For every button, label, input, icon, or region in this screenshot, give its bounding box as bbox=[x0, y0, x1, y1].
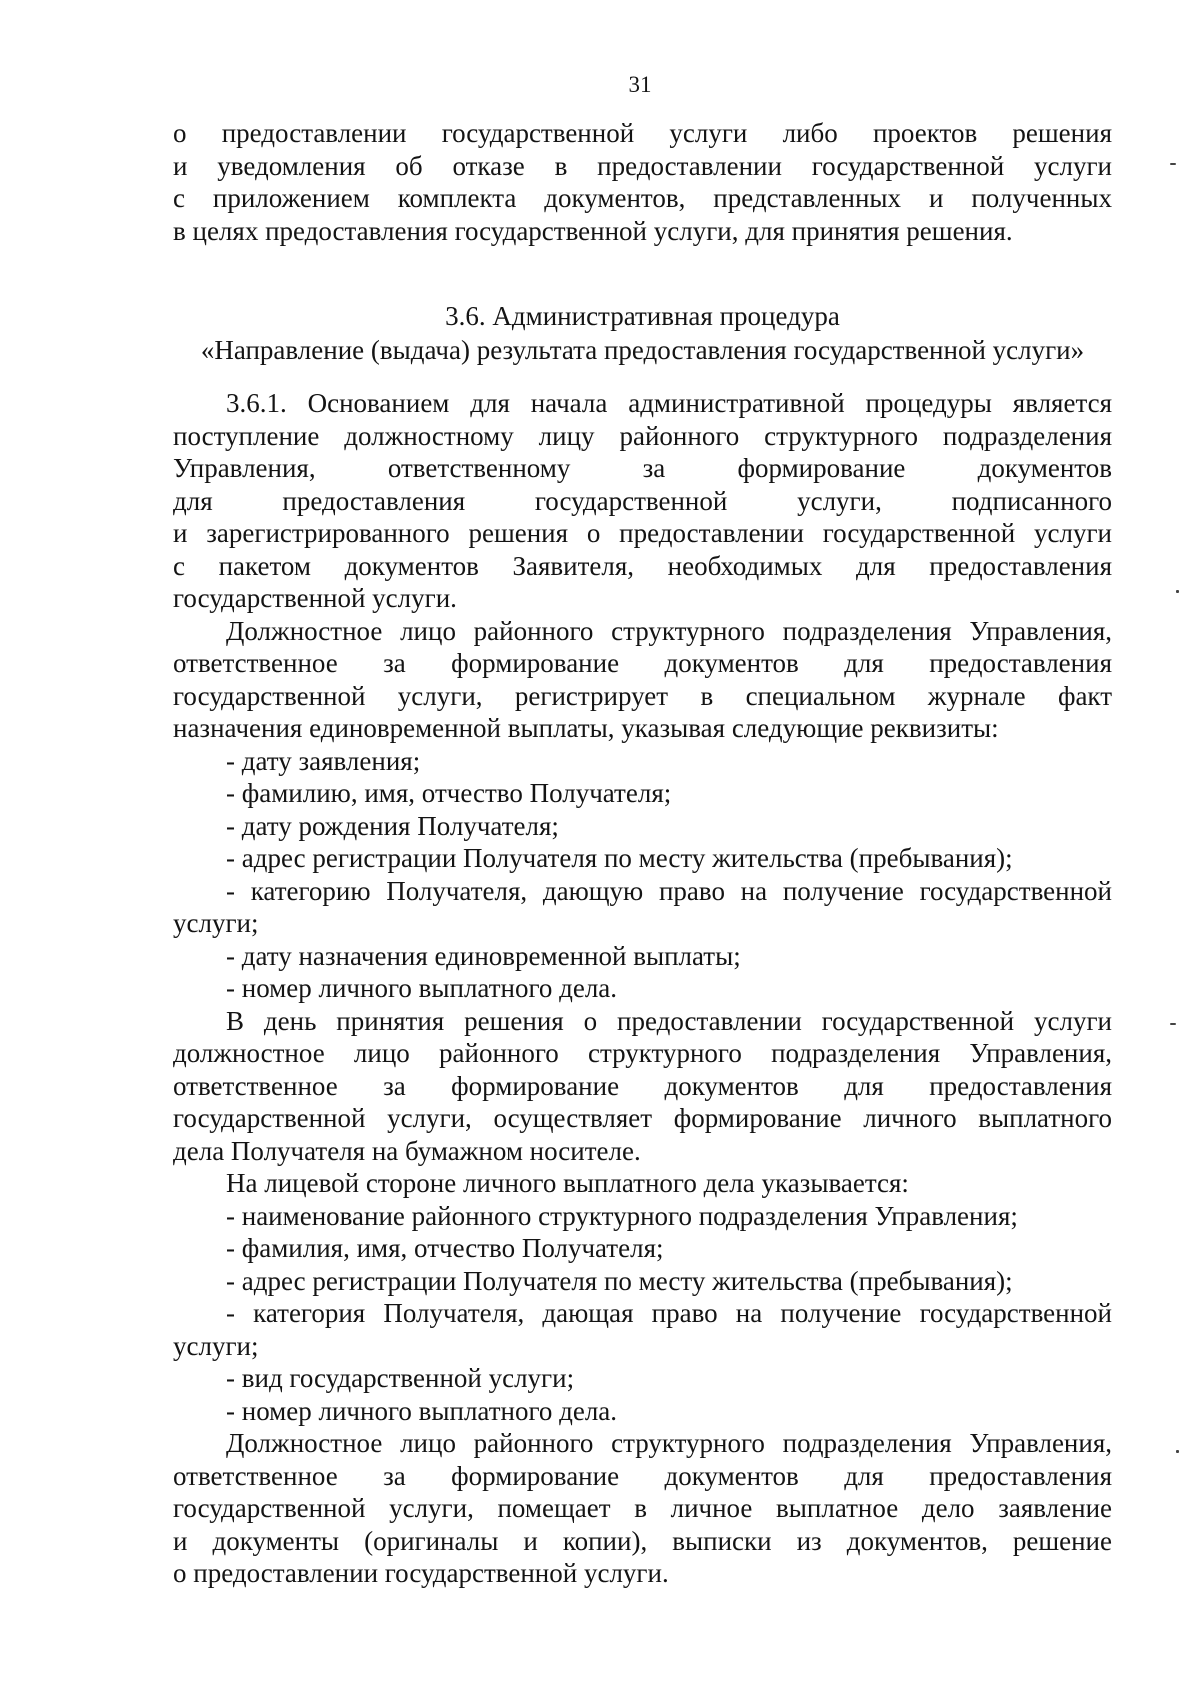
text-line: и зарегистрированного решения о предоставлении государственной услуги bbox=[173, 518, 1112, 548]
text-line: государственной услуги, помещает в личное выплатное дело заявление bbox=[173, 1493, 1112, 1523]
text-line: 3.6.1. Основанием для начала административной процедуры является bbox=[226, 388, 1112, 418]
text-line: поступление должностному лицу районного структурного подразделения bbox=[173, 420, 1112, 451]
text-line: Управления, ответственному за формирование документов bbox=[173, 453, 1112, 483]
text-line: с пакетом документов Заявителя, необходимых для предоставления bbox=[173, 550, 1112, 581]
section-heading bbox=[173, 299, 1112, 367]
text-line: ответственное за формирование документов для предоставления bbox=[173, 648, 1112, 678]
text-line: и уведомления об отказе в предоставлении государственной услуги bbox=[173, 150, 1112, 181]
text-line: - дату назначения единовременной выплаты; bbox=[226, 940, 741, 971]
text-line: - адрес регистрации Получателя по месту жительства (пребывания); bbox=[226, 1265, 1013, 1296]
text-line: - категория Получателя, дающая право на получение государственной bbox=[226, 1298, 1112, 1328]
text-line: - дату рождения Получателя; bbox=[226, 810, 559, 841]
text-line: Должностное лицо районного структурного подразделения Управления, bbox=[226, 615, 1112, 646]
text-line: в целях предоставления государственной услуги, для принятия решения. bbox=[173, 215, 1013, 246]
text-line: ответственное за формирование документов для предоставления bbox=[173, 1070, 1112, 1101]
section-subtitle: «Направление (выдача) результата предоставления государственной услуги» bbox=[200, 335, 1085, 365]
text-line: - категорию Получателя, дающую право на получение государственной bbox=[226, 875, 1112, 906]
text-line: - фамилия, имя, отчество Получателя; bbox=[226, 1233, 664, 1263]
scan-speck bbox=[1170, 1023, 1176, 1025]
text-line: о предоставлении государственной услуги. bbox=[173, 1558, 669, 1588]
text-line: государственной услуги, регистрирует в специальном журнале факт bbox=[173, 680, 1112, 711]
text-line: - номер личного выплатного дела. bbox=[226, 1395, 618, 1426]
scan-speck bbox=[1176, 1450, 1179, 1453]
text-line: - вид государственной услуги; bbox=[226, 1363, 575, 1393]
text-line: - дату заявления; bbox=[226, 745, 421, 776]
text-line: На лицевой стороне личного выплатного дела указывается: bbox=[226, 1168, 909, 1198]
text-line: ответственное за формирование документов для предоставления bbox=[173, 1460, 1112, 1491]
text-line: государственной услуги, осуществляет формирование личного выплатного bbox=[173, 1103, 1112, 1133]
text-line: - наименование районного структурного подразделения Управления; bbox=[226, 1200, 1018, 1231]
text-line: для предоставления государственной услуги, подписанного bbox=[173, 485, 1112, 516]
scan-speck bbox=[1170, 163, 1176, 165]
text-line: - номер личного выплатного дела. bbox=[226, 973, 618, 1003]
section-body bbox=[173, 387, 1112, 1590]
text-line: Должностное лицо районного структурного подразделения Управления, bbox=[226, 1428, 1112, 1458]
text-line: В день принятия решения о предоставлении государственной услуги bbox=[226, 1005, 1112, 1036]
intro-paragraph bbox=[173, 117, 1112, 247]
scan-speck bbox=[1176, 590, 1179, 593]
text-line: - адрес регистрации Получателя по месту жительства (пребывания); bbox=[226, 843, 1013, 873]
text-line: назначения единовременной выплаты, указывая следующие реквизиты: bbox=[173, 713, 999, 743]
text-line: - фамилию, имя, отчество Получателя; bbox=[226, 778, 672, 808]
text-line: и документы (оригиналы и копии), выписки из документов, решение bbox=[173, 1525, 1112, 1556]
text-line: государственной услуги. bbox=[173, 583, 457, 613]
text-line: дела Получателя на бумажном носителе. bbox=[173, 1135, 641, 1166]
text-line: с приложением комплекта документов, представленных и полученных bbox=[173, 183, 1112, 213]
text-line: должностное лицо районного структурного подразделения Управления, bbox=[173, 1038, 1112, 1068]
section-title: 3.6. Административная процедура bbox=[445, 301, 840, 331]
text-line: услуги; bbox=[173, 1330, 259, 1361]
page-number: 31 bbox=[628, 72, 652, 97]
text-line: о предоставлении государственной услуги либо проектов решения bbox=[173, 118, 1112, 148]
text-line: услуги; bbox=[173, 908, 259, 938]
